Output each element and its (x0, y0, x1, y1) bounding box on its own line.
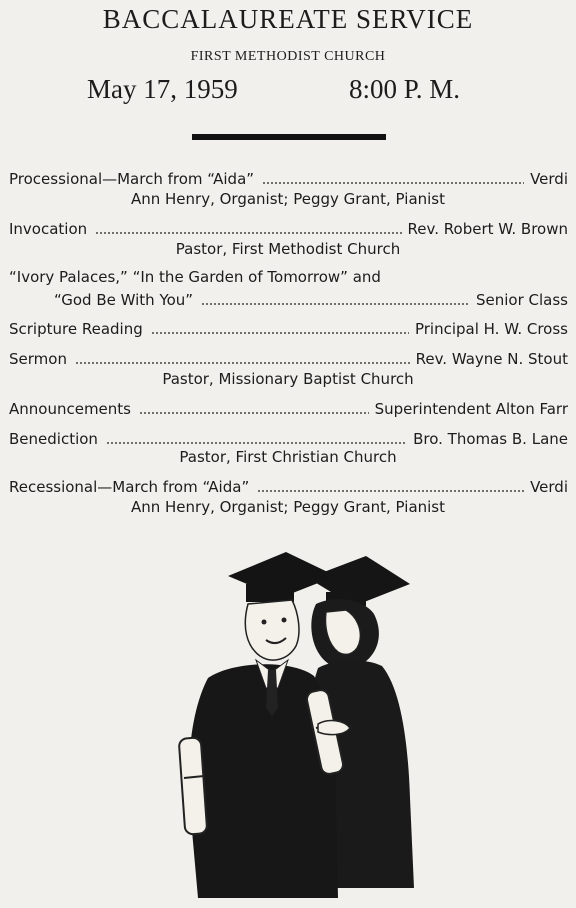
program-row-sermon (9, 346, 568, 368)
program-row-announcements (9, 396, 568, 418)
program-participant: Principal H. W. Cross (414, 320, 568, 338)
program-subline: Pastor, First Methodist Church (175, 240, 401, 258)
program-item: Sermon (9, 350, 67, 368)
program-participant: Superintendent Alton Farr (374, 400, 568, 418)
church-name: FIRST METHODIST CHURCH (190, 49, 386, 64)
program-subline: Ann Henry, Organist; Peggy Grant, Pianist (130, 190, 446, 208)
program-item: Processional—March from “Aida” (9, 170, 255, 188)
program-participant: Verdi (530, 170, 568, 188)
leader-dots (257, 490, 524, 492)
program-item: “God Be With You” (54, 291, 194, 309)
program-participant: Rev. Wayne N. Stout (415, 350, 568, 368)
program-item: Announcements (9, 400, 131, 418)
program-participant: Rev. Robert W. Brown (407, 220, 568, 238)
program-participant: Senior Class (476, 291, 568, 309)
program-participant: Bro. Thomas B. Lane (413, 430, 568, 448)
program-row-benediction (9, 426, 568, 448)
program-row-hymns (54, 287, 568, 309)
program-row-recessional (9, 474, 568, 496)
program-item: Invocation (9, 220, 88, 238)
program-subline: Pastor, First Christian Church (179, 448, 397, 466)
program-row-invocation (9, 216, 568, 238)
graduates-illustration (168, 548, 418, 898)
program-row-processional (9, 166, 568, 188)
leader-dots (95, 232, 401, 234)
leader-dots (75, 362, 410, 364)
program-row-scripture (9, 316, 568, 338)
leader-dots (151, 332, 409, 334)
service-time: 8:00 P. M. (349, 74, 461, 104)
program-hymns-line: “Ivory Palaces,” “In the Garden of Tomorrow” and (9, 268, 381, 286)
leader-dots (262, 182, 524, 184)
program-item: Recessional—March from “Aida” (9, 478, 250, 496)
program-subline: Pastor, Missionary Baptist Church (162, 370, 414, 388)
leader-dots (139, 412, 369, 414)
service-title: BACCALAUREATE SERVICE (102, 4, 474, 34)
title-rule (192, 134, 386, 140)
program-subline: Ann Henry, Organist; Peggy Grant, Pianist (130, 498, 446, 516)
program-item: Scripture Reading (9, 320, 143, 338)
program-participant: Verdi (530, 478, 568, 496)
program-item: Benediction (9, 430, 98, 448)
service-date: May 17, 1959 (87, 74, 238, 104)
leader-dots (106, 442, 407, 444)
leader-dots (201, 303, 470, 305)
